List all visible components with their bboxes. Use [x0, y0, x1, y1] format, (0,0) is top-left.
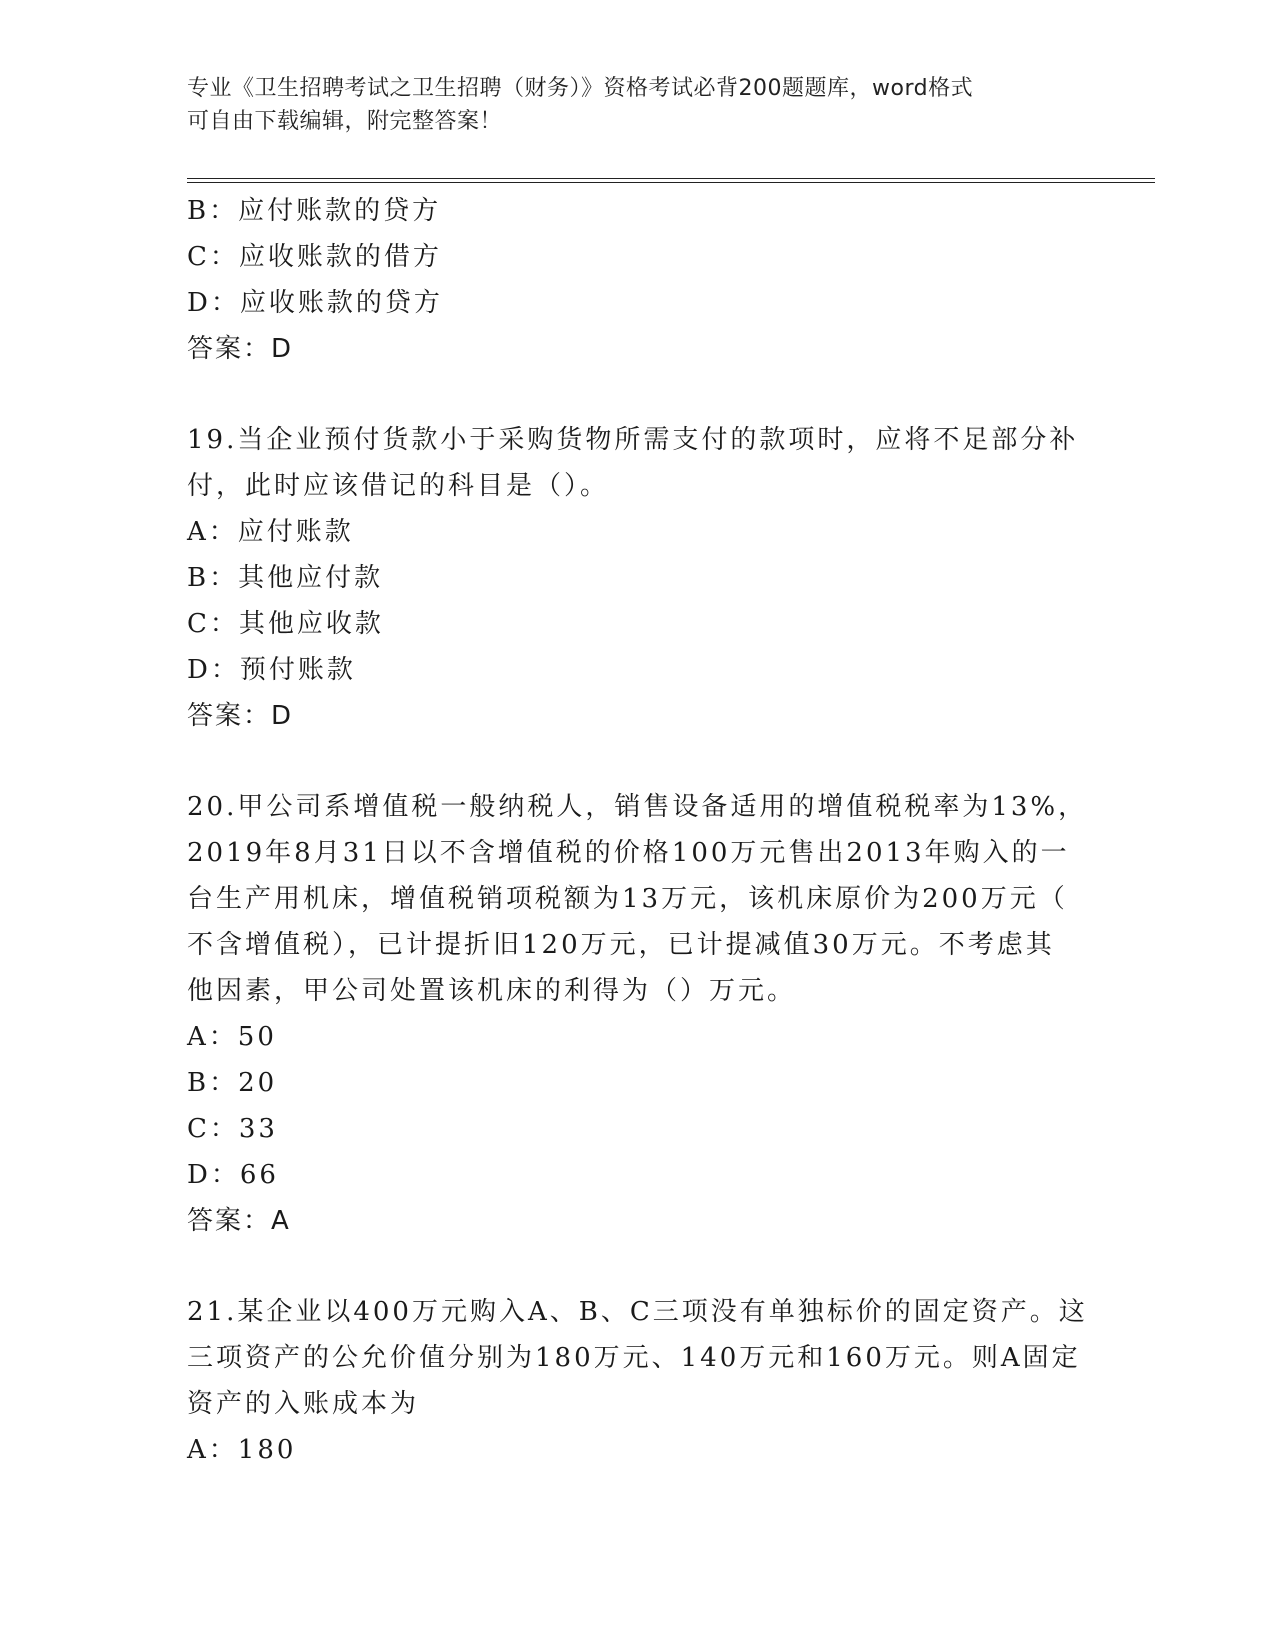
question-19 — [187, 417, 1087, 739]
option-d: D：应收账款的贷方 — [187, 288, 443, 318]
option-b: B：应付账款的贷方 — [187, 196, 442, 226]
option-a: A：应付账款 — [187, 517, 354, 547]
option-c: C：应收账款的借方 — [187, 242, 442, 272]
header-line-2: 可自由下载编辑，附完整答案！ — [187, 109, 503, 134]
question-20 — [187, 784, 1087, 1244]
question-18-tail — [187, 188, 1087, 372]
header-line-1: 专业《卫生招聘考试之卫生招聘（财务）》资格考试必背200题题库，word格式 — [187, 76, 974, 101]
question-stem-line: 付，此时应该借记的科目是（）。 — [187, 471, 610, 501]
question-list — [187, 188, 1087, 1473]
question-stem-line: 20.甲公司系增值税一般纳税人，销售设备适用的增值税税率为13%， — [187, 792, 1088, 822]
question-stem-line: 19.当企业预付货款小于采购货物所需支付的款项时，应将不足部分补 — [187, 425, 1079, 455]
question-stem-line: 他因素，甲公司处置该机床的利得为（）万元。 — [187, 976, 797, 1006]
question-stem-line: 不含增值税），已计提折旧120万元，已计提减值30万元。不考虑其 — [187, 930, 1055, 960]
option-c: C：33 — [187, 1114, 278, 1144]
document-header — [187, 72, 1067, 138]
question-stem-line: 2019年8月31日以不含增值税的价格100万元售出2013年购入的一 — [187, 838, 1070, 868]
option-a: A：180 — [187, 1435, 297, 1465]
answer-line: 答案：D — [187, 334, 294, 364]
option-b: B：20 — [187, 1068, 278, 1098]
question-stem-line: 资产的入账成本为 — [187, 1389, 420, 1419]
option-a: A：50 — [187, 1022, 277, 1052]
question-stem-line: 21.某企业以400万元购入A、B、C三项没有单独标价的固定资产。这 — [187, 1297, 1088, 1327]
option-d: D：预付账款 — [187, 655, 356, 685]
option-d: D：66 — [187, 1160, 279, 1190]
header-divider-top — [187, 178, 1155, 179]
question-21 — [187, 1289, 1087, 1473]
question-stem-line: 台生产用机床，增值税销项税额为13万元，该机床原价为200万元（ — [187, 884, 1068, 914]
header-divider-bottom — [187, 182, 1155, 183]
answer-line: 答案：D — [187, 701, 294, 731]
question-stem-line: 三项资产的公允价值分别为180万元、140万元和160万元。则A固定 — [187, 1343, 1081, 1373]
option-b: B：其他应付款 — [187, 563, 384, 593]
answer-line: 答案：A — [187, 1206, 291, 1236]
option-c: C：其他应收款 — [187, 609, 384, 639]
